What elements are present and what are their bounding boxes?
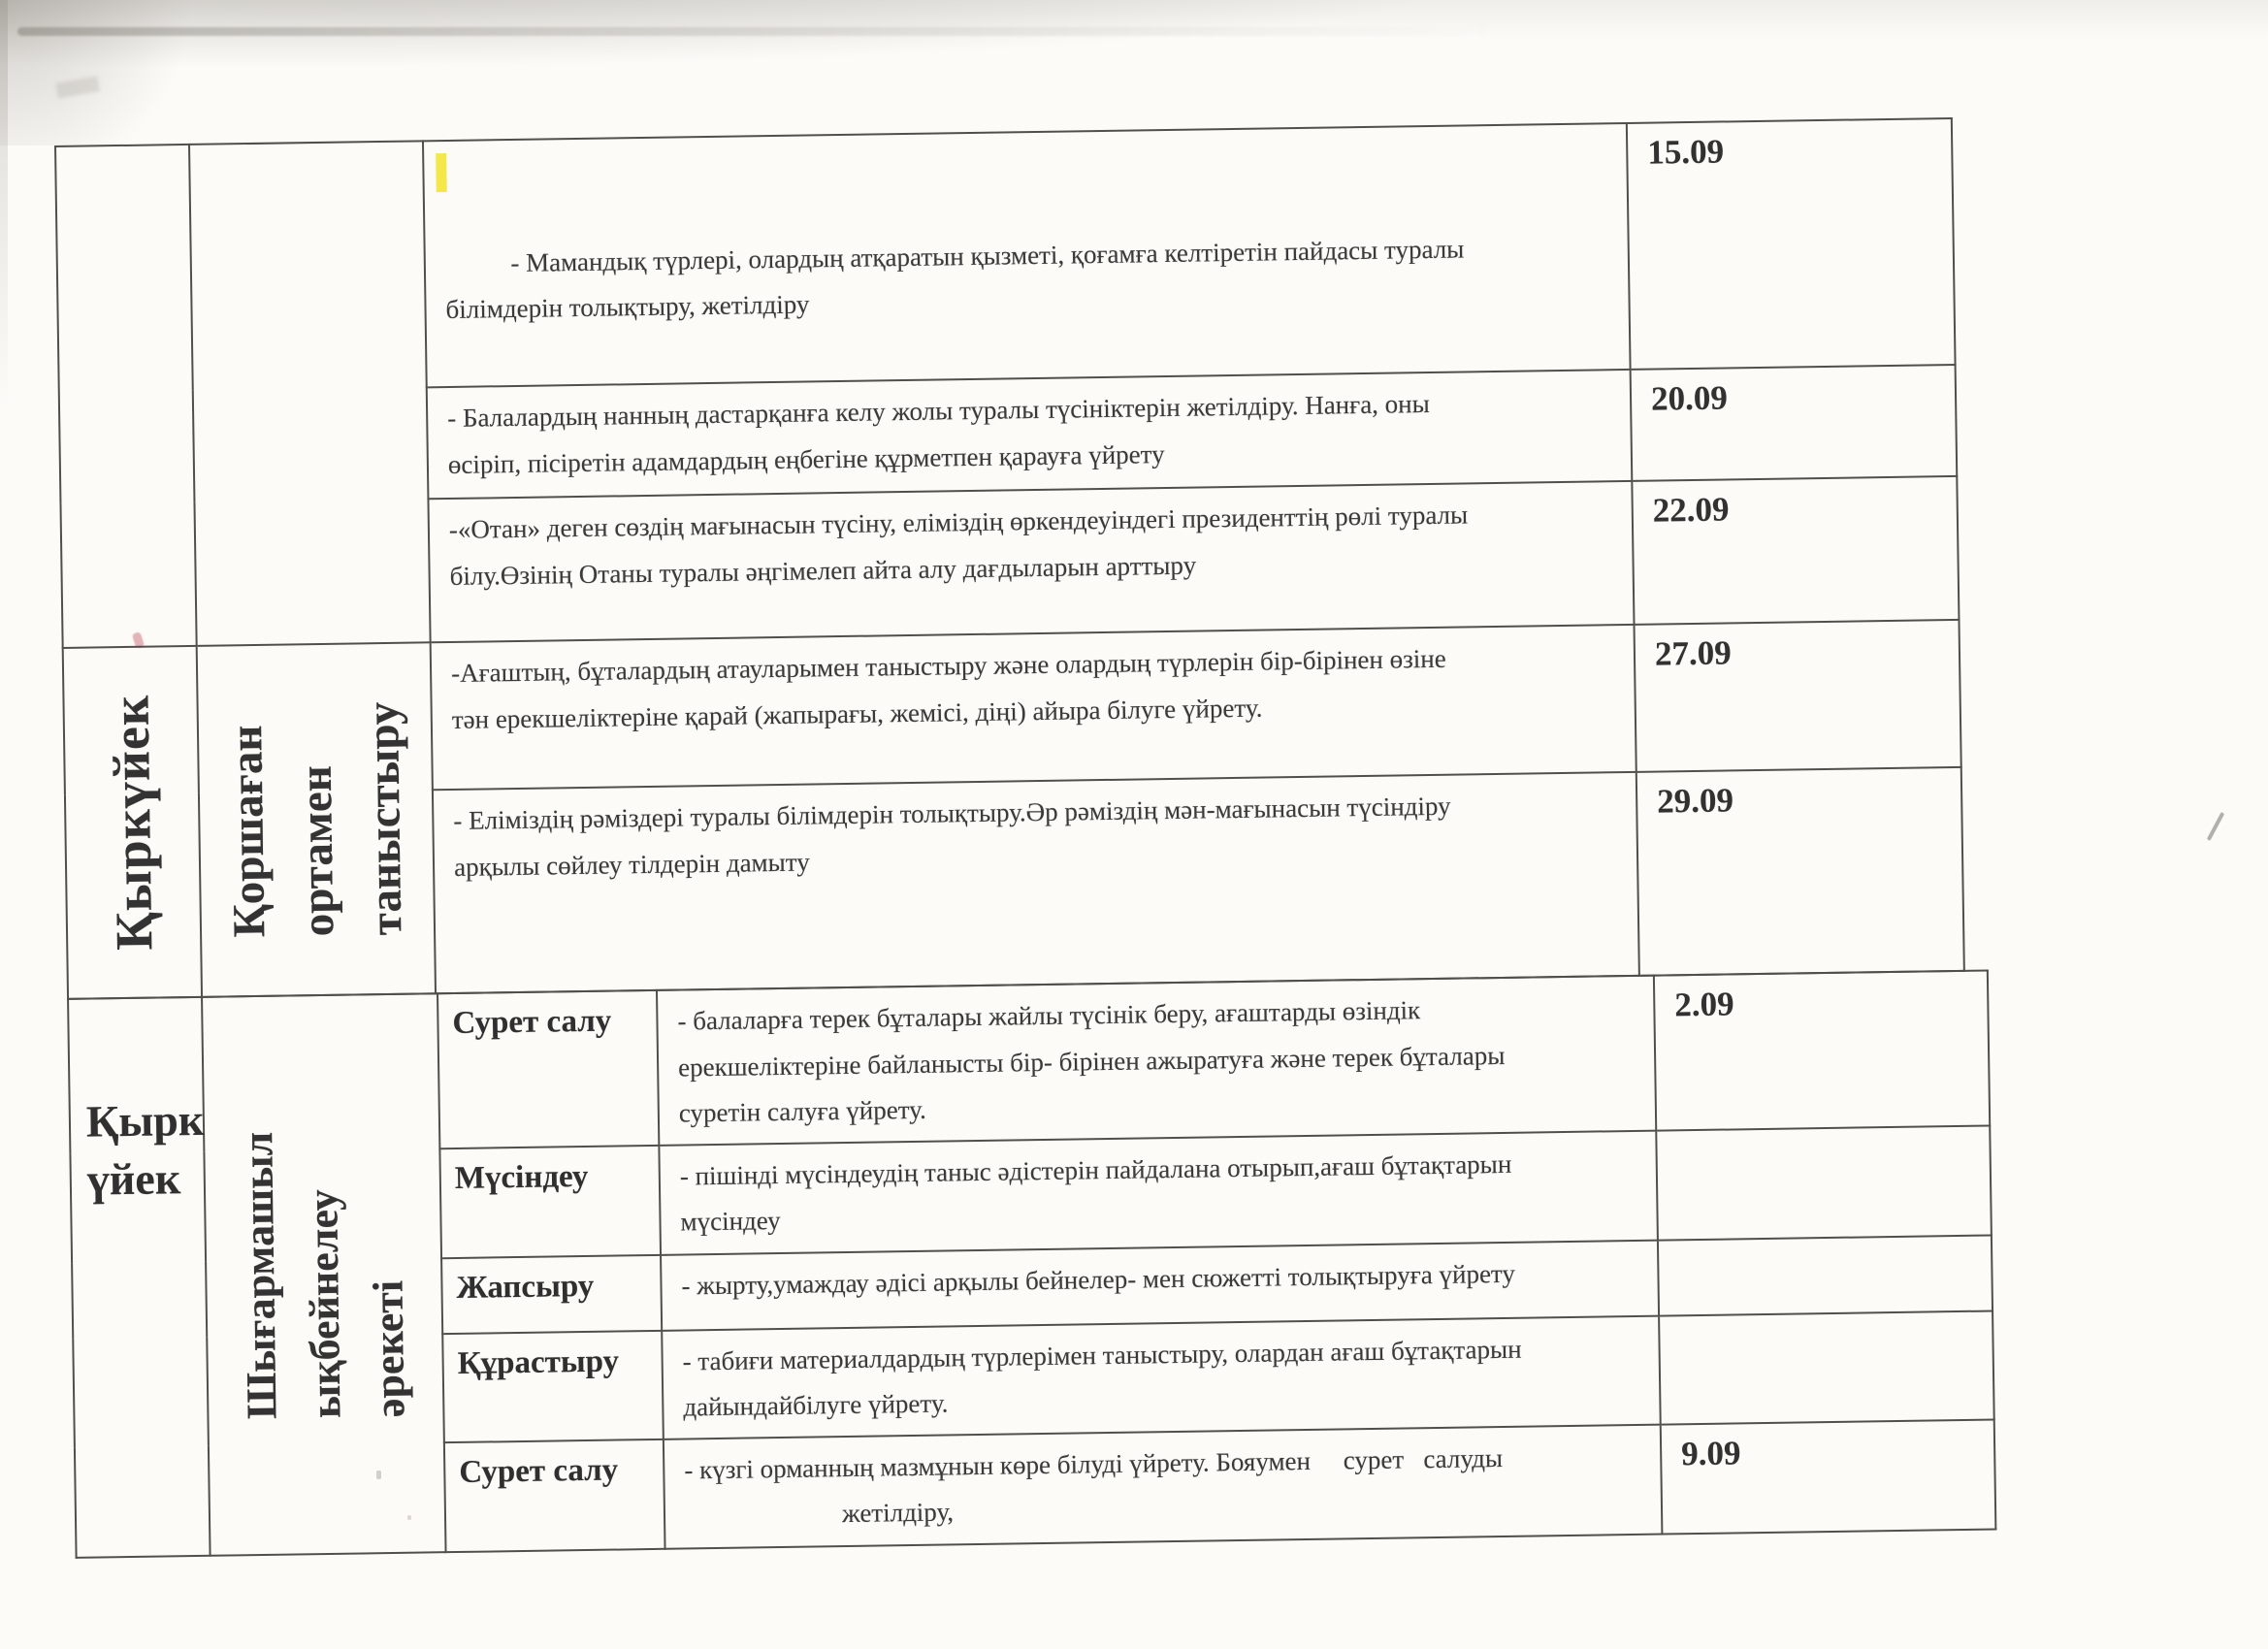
objective-cell: -«Отан» деген сөздің мағынасын түсіну, еліміздің өркендеуіндегі президенттің рөлі туралы білу.Өзінің Отаны туралы әңгімелеп айта алу дағдыларын арттыру [428, 481, 1634, 642]
subject-cell-empty [189, 141, 431, 646]
objective-cell: - пішінді мүсіндеудің таныс әдістерін пайдалана отырып,ағаш бұтақтарын мүсіндеу [659, 1131, 1658, 1255]
month-cell: Қырк үйек [68, 997, 211, 1557]
date-cell [1658, 1235, 1993, 1315]
subject-label-rotated: Шығармашыл ықбейнелеу әрекеті [233, 1131, 413, 1420]
month-cell-empty [55, 145, 197, 648]
objective-cell: - Балалардың нанның дастарқанға келу жолы туралы түсініктерін жетілдіру. Нанға, оны өсіріп, пісіретін адамдардың еңбегіне құрметпен қарауға үйрету [427, 370, 1633, 499]
date-cell [1656, 1126, 1992, 1241]
subject-label-rotated: Қоршаған ортамен таныстыру [220, 701, 411, 939]
activity-cell: Сурет салу [444, 1439, 665, 1552]
date-cell: 20.09 [1631, 365, 1958, 481]
objective-cell: - күзгі орманның мазмұнын көре білуді үйрету. Бояумен сурет салуды жетілдіру, [664, 1425, 1663, 1549]
scan-streak-artifact [17, 27, 1492, 36]
subject-cell [197, 643, 436, 998]
date-cell: 2.09 [1654, 971, 1990, 1131]
date-cell [1659, 1310, 1994, 1425]
objective-cell: - Еліміздің рәміздері туралы білімдерін толықтыру.Әр рәміздің мән-мағынасын түсіндіру арқылы сөйлеу тілдерін дамыту [433, 772, 1639, 993]
yellow-highlight-mark [436, 153, 447, 192]
activity-cell: Сурет салу [437, 990, 659, 1148]
date-cell: 15.09 [1627, 118, 1956, 370]
table-row [55, 118, 1956, 393]
objective-text: - Мамандық түрлері, олардың атқаратын қызметі, қоғамға келтіретін пайдасы туралы білімдерін толықтыру, жетілдіру [445, 233, 1465, 324]
objective-cell: -Ағаштың, бұталардың атауларымен таныстыру және олардың түрлерін бір-бірінен өзіне тән ерекшеліктеріне қарай (жапырағы, жемісі, діңі) айыра білуге үйрету. [431, 625, 1636, 790]
plan-table-environment [54, 117, 1965, 1000]
date-cell: 22.09 [1632, 476, 1959, 625]
date-cell: 9.09 [1661, 1419, 1996, 1534]
activity-cell: Мүсіндеу [439, 1146, 661, 1258]
plan-table-creative-activity [67, 970, 1996, 1559]
lesson-plan-tables [54, 117, 1996, 1559]
scan-smudge [55, 76, 100, 98]
scan-left-edge-shadow [0, 0, 8, 407]
activity-cell: Жапсыру [441, 1254, 662, 1333]
objective-cell [423, 123, 1631, 388]
pen-slash-mark [2207, 812, 2225, 841]
scan-corner-shadow [0, 0, 233, 146]
objective-cell: - табиғи материалдардың түрлерімен таныстыру, олардан ағаш бұтақтарын дайындайбілуге үйрету. [662, 1315, 1661, 1439]
table-row [63, 620, 1961, 795]
objective-cell: - жырту,умаждау әдісі арқылы бейнелер- мен сюжетті толықтыруға үйрету [661, 1240, 1659, 1330]
objective-cell: - балаларға терек бұталары жайлы түсінік беру, ағаштарды өзіндік ерекшеліктеріне байланысты бір- бірінен ажыратуға және терек бұталары суретін салуға үйрету. [657, 976, 1656, 1146]
date-cell: 27.09 [1635, 620, 1961, 772]
date-cell: 29.09 [1636, 767, 1964, 976]
subject-cell [202, 993, 446, 1555]
month-label-rotated: Қыркүйек [101, 694, 164, 952]
activity-cell: Құрастыру [442, 1330, 664, 1442]
table-row [68, 971, 1990, 1154]
month-cell [63, 646, 202, 999]
